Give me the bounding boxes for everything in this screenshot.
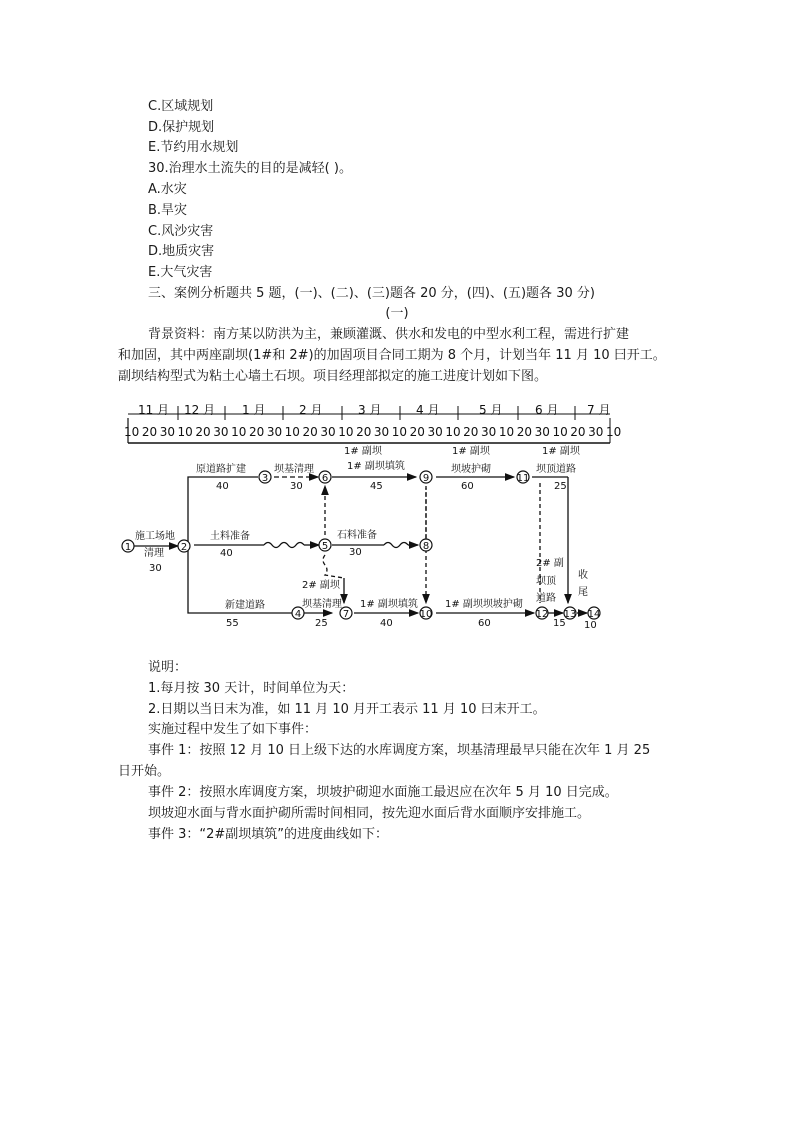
network-node — [319, 471, 331, 484]
month-label: 2 月 — [299, 403, 323, 417]
svg-text:12: 12 — [535, 609, 549, 620]
svg-text:7: 7 — [342, 609, 350, 620]
svg-text:10: 10 — [419, 609, 433, 620]
day-tick-label: 20 — [141, 425, 158, 439]
activity-duration: 40 — [380, 618, 393, 629]
day-tick-label: 10 — [498, 425, 515, 439]
month-label: 12 月 — [184, 403, 216, 417]
day-tick-label: 20 — [195, 425, 211, 439]
activity-label: 坝坡护砌 — [451, 464, 491, 475]
day-tick-label: 20 — [248, 425, 265, 439]
svg-text:8: 8 — [422, 541, 430, 552]
day-tick-label: 30 — [159, 425, 175, 439]
day-tick-label: 10 — [124, 425, 140, 439]
q30-option-a: A.水灾 — [148, 182, 187, 197]
activity-tag: 1# 副坝 — [452, 446, 490, 457]
month-label: 4 月 — [416, 403, 440, 417]
day-tick-label: 30 — [373, 425, 390, 439]
activity-label: 石料准备 — [337, 530, 377, 541]
svg-text:5: 5 — [321, 541, 329, 552]
month-label: 6 月 — [535, 403, 559, 417]
q30-option-b: B.旱灾 — [148, 203, 188, 218]
svg-text:11: 11 — [516, 473, 530, 484]
day-tick-label: 30 — [588, 425, 604, 439]
activity-label: 1# 副坝填筑 — [347, 461, 405, 472]
activity-tag: 2# 副坝 — [302, 580, 340, 591]
day-tick-label: 30 — [266, 425, 283, 439]
activity-tag: 1# 副坝 — [542, 446, 580, 457]
q30-option-c: C.风沙灾害 — [148, 224, 214, 239]
note-item: 2.日期以当日末为准，如 11 月 10 月开工表示 11 月 10 曰末开工。 — [148, 702, 546, 717]
network-node — [122, 540, 134, 553]
note-item: 1.每月按 30 天计，时间单位为天： — [148, 681, 355, 696]
activity-label: 1# 副坝坝坡护砌 — [445, 599, 523, 610]
network-node — [588, 607, 601, 620]
day-tick-label: 30 — [534, 425, 550, 439]
activity-label: 坝顶 — [536, 576, 556, 587]
question-30-stem: 30.治理水土流失的目的是减轻( )。 — [148, 161, 352, 176]
day-tick-label: 10 — [391, 425, 408, 439]
month-label: 1 月 — [242, 403, 266, 417]
svg-text:3: 3 — [261, 473, 269, 484]
svg-text:1: 1 — [124, 542, 132, 553]
day-tick-label: 10 — [284, 425, 300, 439]
network-node — [319, 539, 331, 552]
section-title: 三、案例分析题共 5 题，(一)、(二)、(三)题各 20 分，(四)、(五)题各 30 分) — [148, 286, 595, 301]
option-d-protection-plan: D.保护规划 — [148, 120, 215, 135]
timescale — [124, 403, 621, 443]
activity-duration: 45 — [370, 481, 383, 492]
activity-label: 坝顶道路 — [536, 464, 576, 475]
day-tick-label: 20 — [463, 425, 479, 439]
network-node — [420, 471, 432, 484]
month-label: 7 月 — [587, 403, 611, 417]
network-node — [420, 607, 433, 620]
day-tick-label: 10 — [445, 425, 461, 439]
month-label: 3 月 — [358, 403, 382, 417]
activity-label: 土料准备 — [210, 531, 250, 542]
day-tick-label: 20 — [516, 425, 533, 439]
svg-text:9: 9 — [422, 473, 430, 484]
option-e-water-saving-plan: E.节约用水规划 — [148, 140, 239, 155]
svg-text:4: 4 — [294, 609, 302, 620]
activity-duration: 55 — [226, 618, 239, 629]
case-label: (一) — [385, 306, 409, 321]
event-3: 事件 3：“2#副坝填筑”的进度曲线如下： — [148, 827, 389, 842]
activity-arrows — [131, 477, 587, 613]
day-tick-label: 30 — [213, 425, 229, 439]
event-1-line-2: 日开始。 — [118, 764, 171, 779]
network-node — [517, 471, 530, 484]
activity-duration: 10 — [584, 620, 597, 631]
activity-label: 收 — [578, 570, 588, 581]
activity-tag: 1# 副坝 — [344, 446, 382, 457]
day-tick-label: 20 — [302, 425, 318, 439]
activity-label: 坝基清理 — [274, 464, 314, 475]
day-tick-label: 30 — [320, 425, 336, 439]
svg-text:14: 14 — [587, 609, 601, 620]
activity-label: 新建道路 — [225, 600, 265, 611]
background-line-1: 背景资料：南方某以防洪为主，兼顾灌溉、供水和发电的中型水利工程，需进行扩建 — [148, 327, 630, 342]
activity-duration: 30 — [290, 481, 303, 492]
events-intro: 实施过程中发生了如下事件： — [148, 722, 318, 737]
activity-duration: 25 — [315, 618, 328, 629]
day-tick-label: 10 — [231, 425, 247, 439]
day-tick-label: 30 — [427, 425, 443, 439]
notes-title: 说明： — [148, 660, 188, 675]
day-tick-label: 20 — [356, 425, 372, 439]
day-tick-label: 10 — [338, 425, 354, 439]
background-line-2: 和加固，其中两座副坝(1#和 2#)的加固项目合同工期为 8 个月，计划当年 11 月 10 曰开工。 — [118, 348, 666, 363]
event-1-line-1: 事件 1：按照 12 月 10 日上级下达的水库调度方案，坝基清理最早只能在次年 1 月 25 — [148, 743, 651, 758]
day-tick-label: 30 — [481, 425, 497, 439]
day-tick-label: 10 — [606, 425, 622, 439]
month-label: 11 月 — [138, 403, 170, 417]
day-tick-label: 20 — [570, 425, 586, 439]
activity-label: 道路 — [536, 593, 556, 604]
month-label: 5 月 — [479, 403, 503, 417]
activity-duration: 30 — [149, 563, 162, 574]
activity-label: 尾 — [578, 587, 588, 598]
activity-duration: 30 — [349, 547, 362, 558]
activity-label: 原道路扩建 — [196, 464, 246, 475]
day-tick-label: 10 — [177, 425, 193, 439]
event-2: 事件 2：按照水库调度方案，坝坡护砌迎水面施工最迟应在次年 5 月 10 日完成。 — [148, 785, 618, 800]
svg-text:13: 13 — [563, 609, 577, 620]
activity-duration: 60 — [461, 481, 474, 492]
network-node — [259, 471, 271, 484]
background-line-3: 副坝结构型式为粘土心墙土石坝。项目经理部拟定的施工进度计划如下图。 — [118, 369, 548, 384]
activity-duration: 60 — [478, 618, 491, 629]
schedule-network-diagram — [122, 398, 622, 638]
svg-text:2: 2 — [180, 542, 188, 553]
event-2-detail: 坝坡迎水面与背水面护砌所需时间相同，按先迎水面后背水面顺序安排施工。 — [148, 806, 591, 821]
activity-duration: 40 — [216, 481, 229, 492]
activity-duration: 15 — [553, 618, 566, 629]
activity-label: 坝基清理 — [302, 599, 342, 610]
activity-label: 施工场地 — [135, 531, 175, 542]
day-tick-label: 20 — [409, 425, 425, 439]
option-c-regional-plan: C.区域规划 — [148, 99, 214, 114]
activity-label: 1# 副坝填筑 — [360, 599, 418, 610]
activity-tag: 2# 副 — [536, 558, 564, 569]
q30-option-e: E.大气灾害 — [148, 265, 213, 280]
day-tick-label: 10 — [552, 425, 568, 439]
activity-label: 清理 — [144, 548, 164, 559]
svg-text:6: 6 — [321, 473, 329, 484]
network-node — [420, 539, 432, 552]
activity-duration: 25 — [554, 481, 567, 492]
network-node — [536, 607, 549, 620]
network-node — [178, 540, 190, 553]
q30-option-d: D.地质灾害 — [148, 244, 215, 259]
activity-duration: 40 — [220, 548, 233, 559]
